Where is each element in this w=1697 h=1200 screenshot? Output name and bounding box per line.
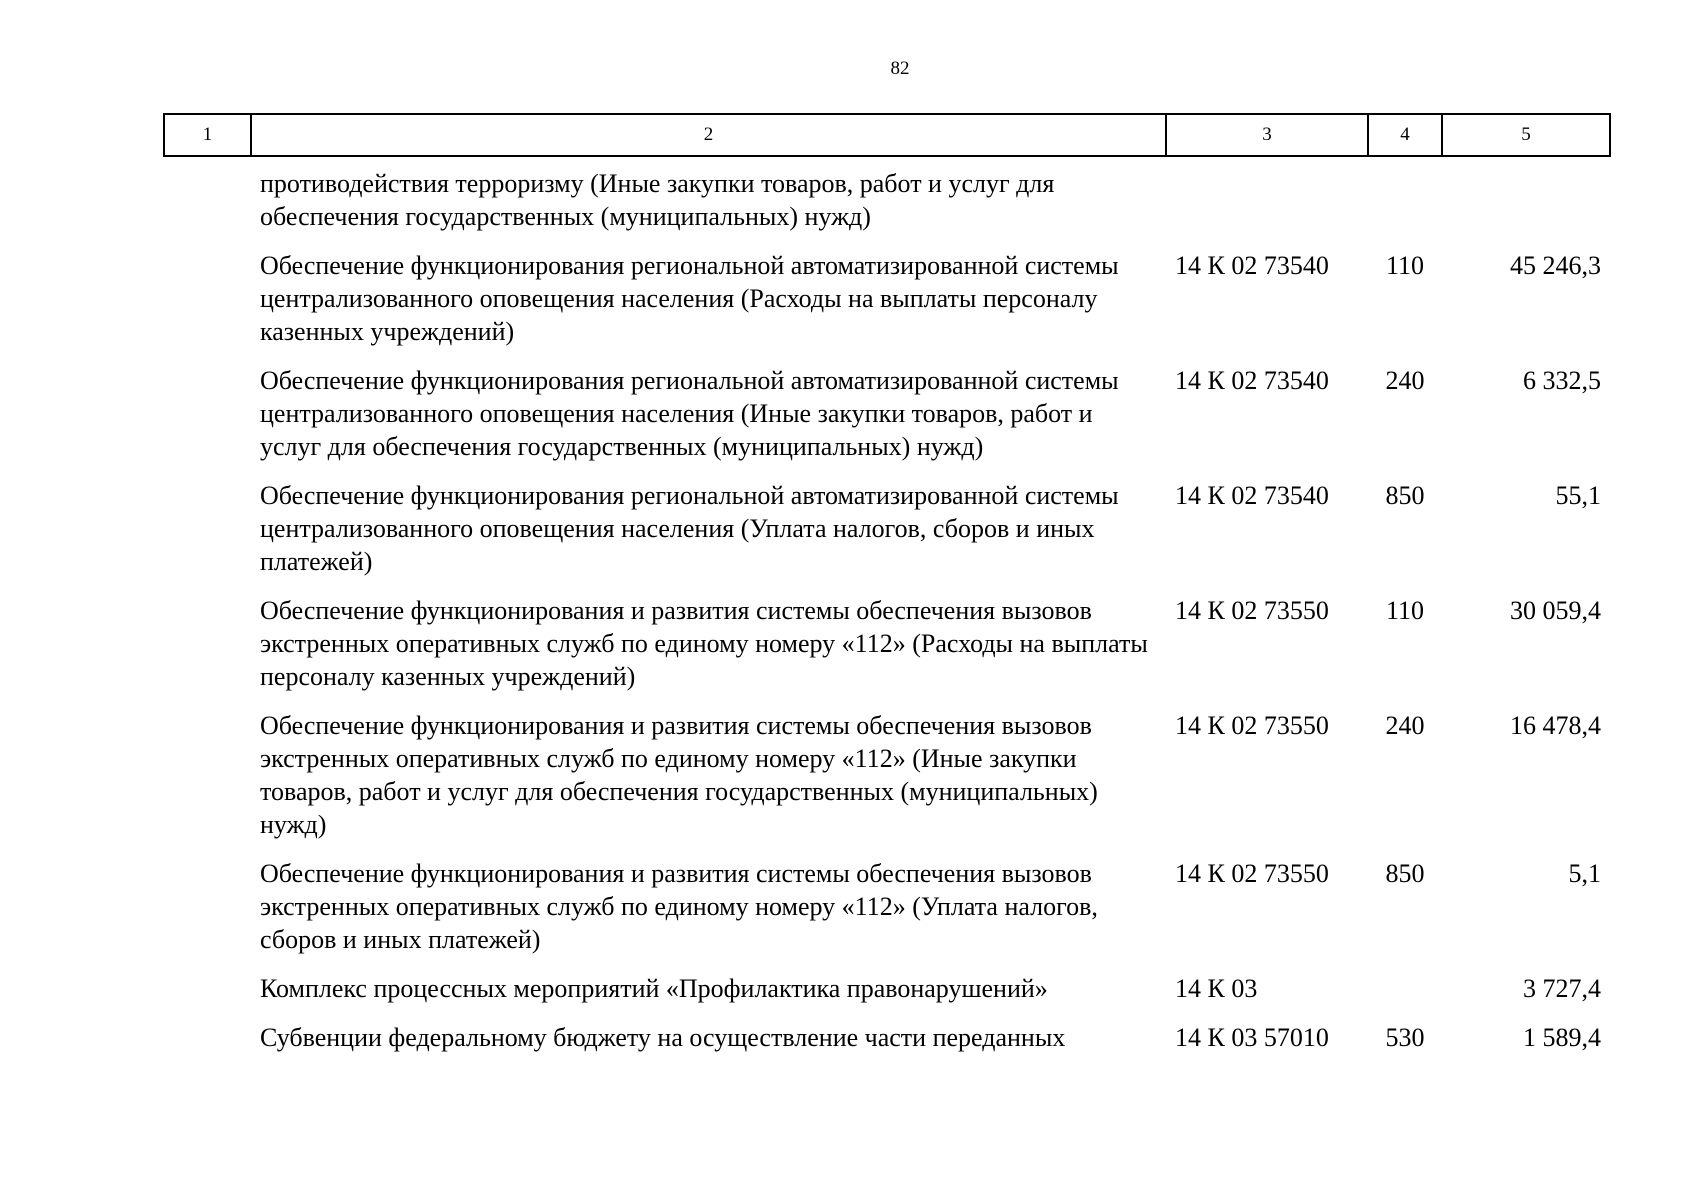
row-name: Обеспечение функционирования региональной автоматизированной системы централизованного оповещения населения (Уплата налогов, сборов и иных платежей)	[260, 481, 1119, 576]
row-kvr: 530	[1385, 1023, 1425, 1052]
column-header-4: 4	[1368, 114, 1442, 156]
row-code: 14 К 02 73550	[1175, 596, 1329, 625]
row-kvr: 240	[1385, 711, 1425, 740]
row-kvr: 850	[1385, 481, 1425, 510]
row-name: Субвенции федеральному бюджету на осуществление части переданных	[260, 1023, 1066, 1052]
table-row	[164, 156, 1610, 233]
budget-table	[163, 113, 1611, 1054]
table-row	[164, 578, 1610, 693]
row-kvr	[1368, 956, 1442, 1005]
table-row	[164, 233, 1610, 348]
table-row	[164, 841, 1610, 956]
row-name: Обеспечение функционирования и развития системы обеспечения вызовов экстренных оперативных служб по единому номеру «112» (Иные закупки товаров, работ и услуг для обеспечения государственных (муниципальных) нужд)	[260, 711, 1098, 839]
column-number-row	[164, 114, 1610, 156]
row-amount: 55,1	[1555, 481, 1601, 510]
row-code: 14 К 02 73540	[1175, 251, 1329, 280]
row-amount: 30 059,4	[1510, 596, 1601, 625]
row-amount: 3 727,4	[1523, 974, 1601, 1003]
continuation-text: противодействия терроризму (Иные закупки товаров, работ и услуг для обеспечения государственных (муниципальных) нужд)	[260, 169, 1055, 231]
column-header-1: 1	[164, 114, 251, 156]
row-amount: 1 589,4	[1523, 1023, 1601, 1052]
table-row	[164, 1005, 1610, 1054]
column-header-3: 3	[1166, 114, 1368, 156]
row-amount: 6 332,5	[1523, 366, 1601, 395]
row-code: 14 К 02 73540	[1175, 481, 1329, 510]
row-kvr: 240	[1385, 366, 1425, 395]
row-code: 14 К 02 73550	[1175, 859, 1329, 888]
row-code: 14 К 03	[1175, 974, 1258, 1003]
row-name: Обеспечение функционирования региональной автоматизированной системы централизованного оповещения населения (Расходы на выплаты персоналу казенных учреждений)	[260, 251, 1119, 346]
table-row	[164, 463, 1610, 578]
row-code: 14 К 02 73540	[1175, 366, 1329, 395]
page-number: 82	[890, 58, 910, 79]
row-kvr: 110	[1385, 251, 1425, 280]
table-row	[164, 693, 1610, 841]
row-name: Обеспечение функционирования региональной автоматизированной системы централизованного оповещения населения (Иные закупки товаров, работ и услуг для обеспечения государственных (муниципальных) нужд)	[260, 366, 1119, 461]
row-amount: 16 478,4	[1510, 711, 1601, 740]
row-name: Комплекс процессных мероприятий «Профилактика правонарушений»	[260, 974, 1048, 1003]
row-amount: 45 246,3	[1510, 251, 1601, 280]
table-row	[164, 956, 1610, 1005]
row-name: Обеспечение функционирования и развития системы обеспечения вызовов экстренных оперативных служб по единому номеру «112» (Уплата налогов, сборов и иных платежей)	[260, 859, 1098, 954]
row-amount: 5,1	[1568, 859, 1601, 888]
row-code: 14 К 02 73550	[1175, 711, 1329, 740]
table-row	[164, 348, 1610, 463]
column-header-2: 2	[251, 114, 1166, 156]
column-header-5: 5	[1442, 114, 1610, 156]
row-name: Обеспечение функционирования и развития системы обеспечения вызовов экстренных оперативных служб по единому номеру «112» (Расходы на выплаты персоналу казенных учреждений)	[260, 596, 1148, 691]
row-kvr: 110	[1385, 596, 1425, 625]
row-code: 14 К 03 57010	[1175, 1023, 1329, 1052]
row-kvr: 850	[1385, 859, 1425, 888]
